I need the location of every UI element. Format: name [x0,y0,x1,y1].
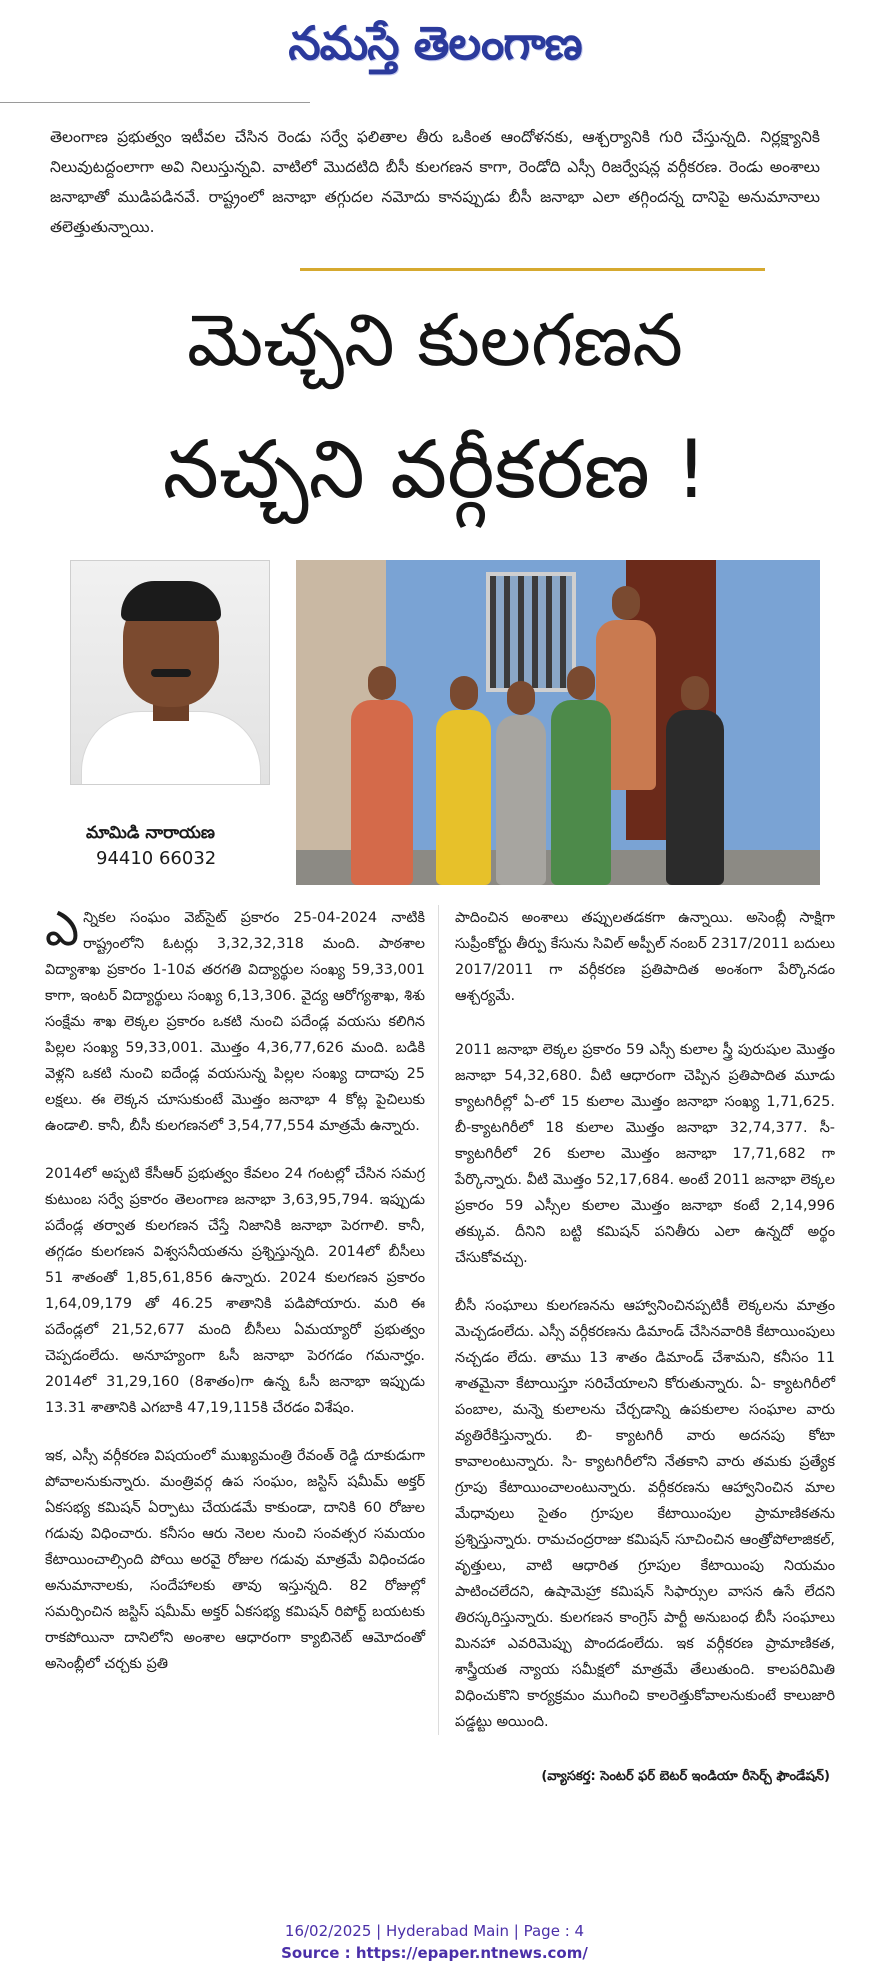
author-shirt [81,711,261,785]
article-paragraph: ఇక, ఎస్సీ వర్గీకరణ విషయంలో ముఖ్యమంత్రి రేవంత్ రెడ్డి దూకుడుగా పోవాలనుకున్నారు. మంత్రివర్గ ఉప సంఘం, జస్టిస్ షమీమ్ అక్తర్ ఏకసభ్య కమిషన్ ఏర్పాటు చేయడమే కాకుండా, దానికి 60 రోజుల గడువు విధించారు. కనీసం ఆరు నెలల నుంచి సంవత్సర సమయం కేటాయించాల్సింది పోయి అరవై రోజుల గడువు మాత్రమే విధించడం అనుమానాలకు, సందేహాలకు తావు ఇస్తున్నది. 82 రోజుల్లో సమర్పించిన జస్టిస్ షమీమ్ అక్తర్ ఏకసభ్య కమిషన్ రిపోర్ట్ బయటకు రాకపోయినా దానిలోని అంశాల ఆధారంగా క్యాబినెట్ ఆమోదంతో అసెంబ్లీలో చర్చకు ప్రతి [45,1448,425,1672]
masthead-divider [0,102,310,103]
author-affiliation: (వ్యాసకర్త: సెంటర్ ఫర్ బెటర్ ఇండియా రీసెర్చ్ ఫౌండేషన్) [541,1769,830,1784]
photo-person [351,700,413,885]
article-paragraph: పాదించిన అంశాలు తప్పులతడకగా ఉన్నాయి. అసెంబ్లీ సాక్షిగా సుప్రీంకోర్టు తీర్పు కేసును సివిల్ అప్పీల్ నంబర్ 2317/2011 బదులు 2017/2011 గా వర్గీకరణ ప్రతిపాదిత అంశంగా పేర్కొనడం ఆశ్చర్యమే. [455,910,835,1004]
author-mustache [151,669,191,677]
author-name: మామిడి నారాయణ [86,823,215,843]
survey-photo [296,560,820,885]
author-hair [121,581,221,621]
article-paragraph: 2014లో అప్పటి కేసీఆర్ ప్రభుత్వం కేవలం 24 గంటల్లో చేసిన సమగ్ర కుటుంబ సర్వే ప్రకారం తెలంగాణ జనాభా 3,63,95,794. ఇప్పుడు పదేండ్ల తర్వాత కులగణన చేస్తే నిజానికి జనాభా పెరగాలి. కానీ, తగ్గడం కులగణన విశ్వసనీయతను ప్రశ్నిస్తున్నది. 2014లో బీసీలు 51 శాతంతో 1,85,61,856 ఉన్నారు. 2024 కులగణన ప్రకారం 1,64,09,179 తో 46.25 శాతానికి పడిపోయారు. మరి ఈ పదేండ్లలో 21,52,677 మంది బీసీలు ఏమయ్యారో ప్రభుత్వం చెప్పడంలేదు. అనూహ్యంగా ఓసీ జనాభా పెరగడం గమనార్హం. 2014లో 31,29,160 (8శాతం)గా ఉన్న ఓసీ జనాభా ఇప్పుడు 13.31 శాతానికి ఎగబాకి 47,19,115కి చేరడం విశేషం. [45,1166,425,1416]
headline-line-1: మెచ్చని కులగణన [187,298,683,382]
photo-window [486,572,576,692]
photo-person [551,700,611,885]
masthead [0,0,869,105]
article-paragraph: బీసీ సంఘాలు కులగణనను ఆహ్వానించినప్పటికీ లెక్కలను మాత్రం మెచ్చడంలేదు. ఎస్సీ వర్గీకరణను డిమాండ్ చేసినవారికి కేటాయింపులు నచ్చడం లేదు. తాము 13 శాతం డిమాండ్ చేశామని, కనీసం 11 శాతమైనా కేటాయిస్తూ సరిచేయాలని కోరుతున్నారు. ఏ- క్యాటగిరీలో పంబాల, మన్నె కులాలను చేర్చడాన్ని ఉపకులాల సంఘాల వారు వ్యతిరేకిస్తున్నారు. బి- క్యాటగిరీ వారు అదనపు కోటా కావాలంటున్నారు. సి- క్యాటగిరీలోని నేతకాని వారు తమకు ప్రత్యేక గ్రూపు కేటాయించాలంటున్నారు. వర్గీకరణను ఆహ్వానించిన మాల మేధావులు సైతం గ్రూపుల కేటాయింపుల ప్రామాణికతను ప్రశ్నిస్తున్నారు. రామచంద్రరాజు కమిషన్ సూచించిన ఆంత్రోపోలాజికల్, వృత్తులు, వాటి ఆధారిత గ్రూపుల కేటాయింపు నియమం పాటించలేదని, ఉషామెహ్రా కమిషన్ సిఫార్సుల వాసన ఉసే లేదని తిరస్కరిస్తున్నారు. కులగణన కాంగ్రెస్ పార్టీ అనుబంధ బీసీ సంఘాలు మినహా ఎవరిమెప్పు పొందడంలేదు. ఇక వర్గీకరణ ప్రామాణికత, శాస్త్రీయత న్యాయ సమీక్షలో మాత్రమే తేలుతుంది. కాలపరిమితి విధించుకొని కార్యక్రమం ముగించి కాలరెత్తుకోవాలనుకుంటే కాలుజారి పడ్డట్టు అయింది. [455,1298,835,1730]
author-photo [70,560,270,785]
article-column-right [455,905,835,1735]
newspaper-logo: నమస్తే తెలంగాణ [288,16,582,70]
article-column-left [45,901,425,1735]
photo-person [496,715,546,885]
edition-info: 16/02/2025 | Hyderabad Main | Page : 4 [284,1922,585,1940]
paragraph-text: న్నికల సంఘం వెబ్‌సైట్ ప్రకారం 25-04-2024 నాటికి రాష్ట్రంలోని ఓటర్లు 3,32,32,318 మంది. పాఠశాల విద్యాశాఖ ప్రకారం 1-10వ తరగతి విద్యార్థుల సంఖ్య 59,33,001 కాగా, ఇంటర్ విద్యార్థులు సంఖ్య 6,13,306. వైద్య ఆరోగ్యశాఖ, శిశు సంక్షేమ శాఖ లెక్కల ప్రకారం ఒకటి నుంచి పదేండ్ల వయసు కలిగిన పిల్లల సంఖ్య 59,33,001. మొత్తం 4,36,77,626 మంది. బడికి వెళ్లని ఒకటి నుంచి ఐదేండ్ల వయసున్న పిల్లల సంఖ్య దాదాపు 25 లక్షలు. ఈ లెక్కన చూసుకుంటే మొత్తం జనాభా 4 కోట్ల పైచిలుకు ఉండాలి. కానీ, బీసీ కులగణనలో 3,54,77,554 మాత్రమే ఉన్నారు. [45,910,425,1134]
photo-person [436,710,491,885]
article-paragraph [45,901,425,1139]
author-phone: 94410 66032 [96,848,217,869]
page-footer [0,1920,869,1970]
drop-cap: ఎ [45,901,80,957]
source-link[interactable]: Source : https://epaper.ntnews.com/ [281,1944,588,1962]
headline-line-2: నచ్చని వర్గీకరణ ! [162,423,708,516]
article-paragraph: 2011 జనాభా లెక్కల ప్రకారం 59 ఎస్సీ కులాల స్త్రీ పురుషుల మొత్తం జనాభా 54,32,680. వీటి ఆధారంగా చెప్పిన ప్రతిపాదిత మూడు క్యాటగిరీల్లో ఏ-లో 15 కులాల మొత్తం జనాభా సంఖ్య 1,71,625. బీ-క్యాటగిరీలో 18 కులాల మొత్తం జనాభా 32,74,377. సీ- క్యాటగిరీలో 26 కులాల మొత్తం జనాభా 17,71,682 గా పేర్కొన్నారు. వీటి మొత్తం 52,17,684. అంటే 2011 జనాభా లెక్కల ప్రకారం 59 ఎస్సీల కులాల మొత్తం జనాభా కంటే 2,14,996 తక్కువ. దీనిని బట్టి కమిషన్ పనితీరు ఎలా ఉన్నదో అర్థం చేసుకోవచ్చు. [455,1042,835,1266]
photo-person [666,710,724,885]
intro-divider [300,268,765,271]
column-divider [438,905,439,1735]
article-intro: తెలంగాణ ప్రభుత్వం ఇటీవల చేసిన రెండు సర్వే ఫలితాల తీరు ఒకింత ఆందోళనకు, ఆశ్చర్యానికి గురి చేస్తున్నది. నిర్లక్ష్యానికి నిలువుటద్దంలాగా అవి నిలుస్తున్నవి. వాటిలో మొదటిది బీసీ కులగణన కాగా, రెండోది ఎస్సీ రిజర్వేషన్ల వర్గీకరణ. రెండు అంశాలు జనాభాతో ముడిపడినవే. రాష్ట్రంలో జనాభా తగ్గుదల నమోదు కానప్పుడు బీసీ జనాభా ఎలా తగ్గిందన్న దానిపై అనుమానాలు తలెత్తుతున్నాయి. [50,128,820,236]
